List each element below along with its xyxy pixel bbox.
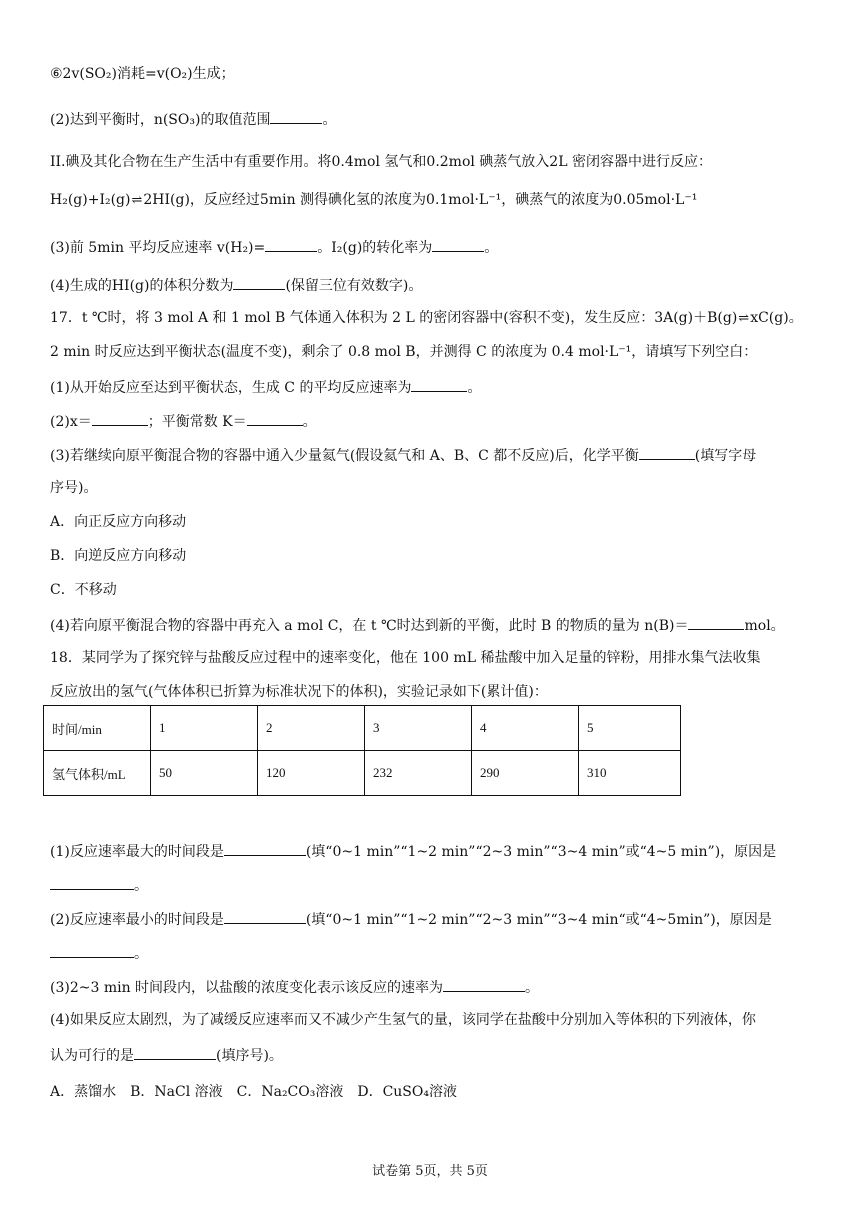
section-2-intro: II.碘及其化合物在生产生活中有重要作用。将0.4mol 氢气和0.2mol 碘蒸气放入2L 密闭容器中进行反应： <box>50 154 712 170</box>
problem-18-question-3: (3)2~3 min 时间段内，以盐酸的浓度变化表示该反应的速率为 。 <box>50 976 539 998</box>
answer-blank[interactable] <box>92 410 148 426</box>
answer-blank[interactable] <box>224 908 306 924</box>
table-cell: 4 <box>472 706 579 751</box>
answer-blank[interactable] <box>233 274 285 290</box>
table-cell: 时间/min <box>44 706 151 751</box>
question-2: (2)达到平衡时，n(SO₃)的取值范围 。 <box>50 108 336 130</box>
reversible-arrow-icon: ⇌ <box>738 311 750 326</box>
answer-blank[interactable] <box>443 976 525 992</box>
table-cell: 310 <box>579 751 681 796</box>
table-cell: 232 <box>365 751 472 796</box>
problem-17-question-3-cont: 序号)。 <box>50 480 98 496</box>
answer-blank[interactable] <box>265 236 317 252</box>
problem-18-options: A．蒸馏水 B．NaCl 溶液 C．Na₂CO₃溶液 D．CuSO₄溶液 <box>50 1084 457 1100</box>
table-cell: 5 <box>579 706 681 751</box>
answer-blank[interactable] <box>411 376 467 392</box>
problem-18-question-4-cont: 认为可行的是 (填序号)。 <box>50 1044 283 1066</box>
problem-17-line-1: 17．t ℃时，将 3 mol A 和 1 mol B 气体通入体积为 2 L 的密闭容器中(容积不变)，发生反应：3A(g)＋B(g)⇌xC(g)。 <box>50 308 803 329</box>
answer-blank[interactable] <box>134 1044 216 1060</box>
hydrogen-volume-table <box>43 705 681 796</box>
answer-blank[interactable] <box>224 840 306 856</box>
answer-blank[interactable] <box>639 444 695 460</box>
problem-18-line-1: 18．某同学为了探究锌与盐酸反应过程中的速率变化，他在 100 mL 稀盐酸中加入足量的锌粉，用排水集气法收集 <box>50 650 761 666</box>
table-cell: 2 <box>258 706 365 751</box>
reversible-arrow-icon: ⇌ <box>131 193 143 208</box>
option-c: C．不移动 <box>50 582 117 598</box>
option-b: B．向逆反应方向移动 <box>50 548 187 564</box>
answer-blank[interactable] <box>50 874 134 890</box>
problem-18-question-2: (2)反应速率最小的时间段是 (填“0~1 min”“1~2 min”“2~3 min”“3~4 min“或“4~5min”)，原因是 <box>50 908 772 930</box>
page-footer: 试卷第 5页，共 5页 <box>372 1164 488 1179</box>
table-row <box>44 751 681 796</box>
answer-blank[interactable] <box>270 108 322 124</box>
problem-17-question-3: (3)若继续向原平衡混合物的容器中通入少量氦气(假设氦气和 A、B、C 都不反应)后，化学平衡 (填写字母 <box>50 444 756 466</box>
problem-18-question-1-reason: 。 <box>50 874 148 896</box>
problem-18-question-2-reason: 。 <box>50 942 148 964</box>
option-a: A．向正反应方向移动 <box>50 514 187 530</box>
answer-blank[interactable] <box>50 942 134 958</box>
table-cell: 氢气体积/mL <box>44 751 151 796</box>
question-3: (3)前 5min 平均反应速率 v(H₂)= 。I₂(g)的转化率为 。 <box>50 236 498 258</box>
table-cell: 50 <box>151 751 258 796</box>
answer-blank[interactable] <box>432 236 484 252</box>
problem-17-question-2: (2)x＝ ；平衡常数 K＝ 。 <box>50 410 317 432</box>
table-cell: 1 <box>151 706 258 751</box>
answer-blank[interactable] <box>688 614 744 630</box>
problem-17-line-2: 2 min 时反应达到平衡状态(温度不变)，剩余了 0.8 mol B，并测得 C 的浓度为 0.4 mol·L⁻¹，请填写下列空白： <box>50 344 758 360</box>
table-cell: 120 <box>258 751 365 796</box>
problem-18-line-2: 反应放出的氢气(气体体积已折算为标准状况下的体积)，实验记录如下(累计值)： <box>50 684 548 700</box>
answer-blank[interactable] <box>247 410 303 426</box>
reaction-equation: H₂(g)+I₂(g)⇌2HI(g)，反应经过5min 测得碘化氢的浓度为0.1mol·L⁻¹，碘蒸气的浓度为0.05mol·L⁻¹ <box>50 190 697 211</box>
problem-18-question-1: (1)反应速率最大的时间段是 (填“0~1 min”“1~2 min”“2~3 min”“3~4 min”或“4~5 min”)，原因是 <box>50 840 776 862</box>
problem-18-question-4: (4)如果反应太剧烈，为了减缓反应速率而又不减少产生氢气的量，该同学在盐酸中分别加入等体积的下列液体，你 <box>50 1012 756 1028</box>
problem-17-question-4: (4)若向原平衡混合物的容器中再充入 a mol C，在 t ℃时达到新的平衡，此时 B 的物质的量为 n(B)＝ mol。 <box>50 614 785 636</box>
table-cell: 3 <box>365 706 472 751</box>
problem-17-question-1: (1)从开始反应至达到平衡状态，生成 C 的平均反应速率为 。 <box>50 376 481 398</box>
table-cell: 290 <box>472 751 579 796</box>
question-4: (4)生成的HI(g)的体积分数为 (保留三位有效数字)。 <box>50 274 422 296</box>
item-6: ⑥2v(SO₂)消耗=v(O₂)生成； <box>50 66 235 82</box>
table-row <box>44 706 681 751</box>
